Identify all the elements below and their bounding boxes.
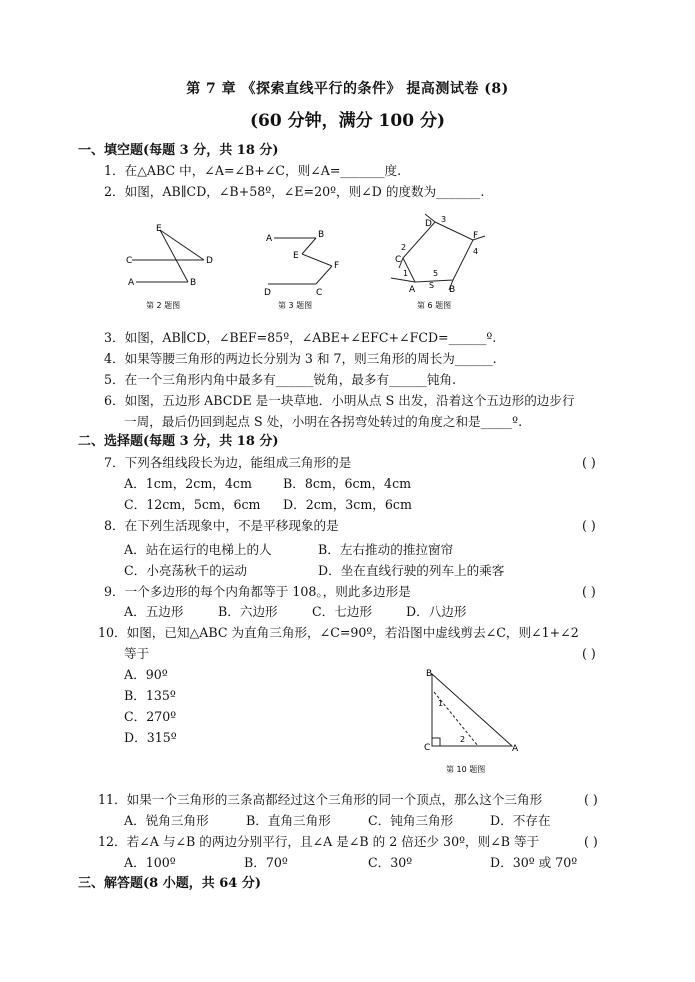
q12-option-c: C．30º bbox=[368, 855, 413, 870]
fig3-label-d: D bbox=[264, 288, 271, 298]
answer-paren-7: ( ) bbox=[582, 455, 596, 470]
fig10-label-2: 2 bbox=[460, 735, 466, 744]
q10-option-b: B．135º bbox=[124, 688, 176, 703]
q11-option-d: D．不存在 bbox=[490, 813, 551, 828]
question-4: 4．如果等腰三角形的两边长分别为 3 和 7，则三角形的周长为______. bbox=[104, 351, 497, 366]
question-10-line2: 等于 bbox=[124, 646, 150, 661]
q10-option-d: D．315º bbox=[124, 730, 177, 745]
page-subtitle: (60 分钟，满分 100 分) bbox=[250, 111, 445, 131]
fig3-label-a: A bbox=[266, 234, 273, 244]
fig10-label-c: C bbox=[424, 743, 431, 753]
fig10-label-1: 1 bbox=[438, 699, 444, 708]
fig6-label-1: 1 bbox=[403, 269, 409, 278]
fig10-caption: 第 10 题图 bbox=[446, 765, 486, 774]
answer-paren-9: ( ) bbox=[582, 584, 596, 599]
question-5: 5．在一个三角形内角中最多有______锐角，最多有______钝角. bbox=[104, 372, 457, 387]
q11-option-b: B．直角三角形 bbox=[246, 813, 331, 828]
fig2-label-a: A bbox=[128, 278, 135, 288]
section3-heading: 三、解答题(8 小题，共 64 分) bbox=[78, 876, 262, 891]
question-6-line1: 6．如图，五边形 ABCDE 是一块草地．小明从点 S 出发，沿着这个五边形的边步行 bbox=[104, 393, 575, 408]
fig6-label-s: S bbox=[429, 281, 435, 290]
fig3-label-c: C bbox=[316, 288, 323, 298]
q11-option-a: A．锐角三角形 bbox=[124, 813, 209, 828]
fig2-label-e: E bbox=[156, 224, 162, 234]
answer-paren-10: ( ) bbox=[582, 646, 596, 661]
fig10-label-a: A bbox=[512, 744, 519, 754]
fig6-label-4: 4 bbox=[473, 247, 479, 256]
question-2: 2．如图，AB∥CD，∠B+58º，∠E=20º，则∠D 的度数为_______. bbox=[104, 184, 485, 199]
fig2-caption: 第 2 题图 bbox=[146, 301, 181, 310]
q12-option-d: D．30º 或 70º bbox=[490, 855, 578, 870]
fig2-label-d: D bbox=[206, 256, 213, 266]
fig10-label-b: B bbox=[426, 669, 433, 679]
answer-paren-12: ( ) bbox=[584, 834, 598, 849]
q8-option-b: B．左右推动的推拉窗帘 bbox=[318, 542, 454, 557]
q10-option-c: C．270º bbox=[124, 709, 177, 724]
q12-option-a: A．100º bbox=[124, 855, 176, 870]
fig6-label-3: 3 bbox=[441, 215, 447, 224]
fig3-label-f: F bbox=[334, 261, 340, 271]
fig6-caption: 第 6 题图 bbox=[417, 301, 452, 310]
q7-option-b: B．8cm，6cm，4cm bbox=[283, 476, 412, 491]
fig2-label-c: C bbox=[126, 256, 133, 266]
question-8: 8．在下列生活现象中，不是平移现象的是 bbox=[104, 518, 339, 533]
q7-option-a: A．1cm，2cm，4cm bbox=[124, 476, 252, 491]
q7-option-d: D．2cm，3cm，6cm bbox=[283, 497, 412, 512]
figure-q6 bbox=[385, 210, 495, 314]
figure-q2 bbox=[122, 218, 222, 314]
section1-heading: 一、填空题(每题 3 分，共 18 分) bbox=[78, 143, 279, 158]
fig3-caption: 第 3 题图 bbox=[278, 301, 313, 310]
q9-option-c: C．七边形 bbox=[312, 604, 373, 619]
fig6-label-c: C bbox=[395, 255, 402, 265]
q9-option-d: D．八边形 bbox=[406, 604, 467, 619]
q7-option-c: C．12cm，5cm，6cm bbox=[124, 497, 261, 512]
page-title: 第 7 章 《探索直线平行的条件》 提高测试卷 (8) bbox=[186, 81, 509, 97]
question-1: 1．在△ABC 中，∠A=∠B+∠C，则∠A=_______度. bbox=[104, 163, 402, 178]
question-6-line2: 一周，最后仍回到起点 S 处，小明在各拐弯处转过的角度之和是_____º. bbox=[124, 414, 523, 429]
fig6-label-2: 2 bbox=[401, 243, 407, 252]
q10-option-a: A．90º bbox=[124, 667, 168, 682]
fig6-label-f: F bbox=[473, 231, 479, 241]
q9-option-a: A．五边形 bbox=[124, 604, 184, 619]
fig2-label-b: B bbox=[190, 278, 197, 288]
question-11: 11．如果一个三角形的三条高都经过这个三角形的同一个顶点，那么这个三角形 bbox=[98, 792, 543, 807]
fig3-label-b: B bbox=[318, 230, 325, 240]
answer-paren-11: ( ) bbox=[584, 792, 598, 807]
fig3-label-e: E bbox=[293, 251, 299, 261]
q8-option-d: D．坐在直线行驶的列车上的乘客 bbox=[318, 563, 505, 578]
fig6-label-d: D bbox=[425, 219, 432, 229]
q8-option-c: C．小亮荡秋千的运动 bbox=[124, 563, 247, 578]
fig6-label-b: B bbox=[449, 285, 456, 295]
question-9: 9．一个多边形的每个内角都等于 108。，则此多边形是 bbox=[104, 584, 411, 599]
answer-paren-8: ( ) bbox=[582, 518, 596, 533]
q8-option-a: A．站在运行的电梯上的人 bbox=[124, 542, 272, 557]
question-10-line1: 10．如图，已知△ABC 为直角三角形，∠C=90º，若沿图中虚线剪去∠C，则∠1+∠2 bbox=[98, 625, 579, 640]
q11-option-c: C．钝角三角形 bbox=[368, 813, 454, 828]
q9-option-b: B．六边形 bbox=[218, 604, 278, 619]
section2-heading: 二、选择题(每题 3 分，共 18 分) bbox=[78, 434, 279, 449]
figure-q3 bbox=[258, 222, 348, 314]
q12-option-b: B．70º bbox=[244, 855, 288, 870]
question-3: 3．如图，AB∥CD，∠BEF=85º，∠ABE+∠EFC+∠FCD=______º. bbox=[104, 330, 497, 345]
figure-q10 bbox=[420, 664, 530, 780]
question-7: 7．下列各组线段长为边，能组成三角形的是 bbox=[104, 455, 352, 470]
fig6-label-a: A bbox=[409, 285, 416, 295]
fig6-label-5: 5 bbox=[433, 269, 439, 278]
question-12: 12．若∠A 与∠B 的两边分别平行，且∠A 是∠B 的 2 倍还少 30º，则∠B 等于 bbox=[98, 834, 540, 849]
